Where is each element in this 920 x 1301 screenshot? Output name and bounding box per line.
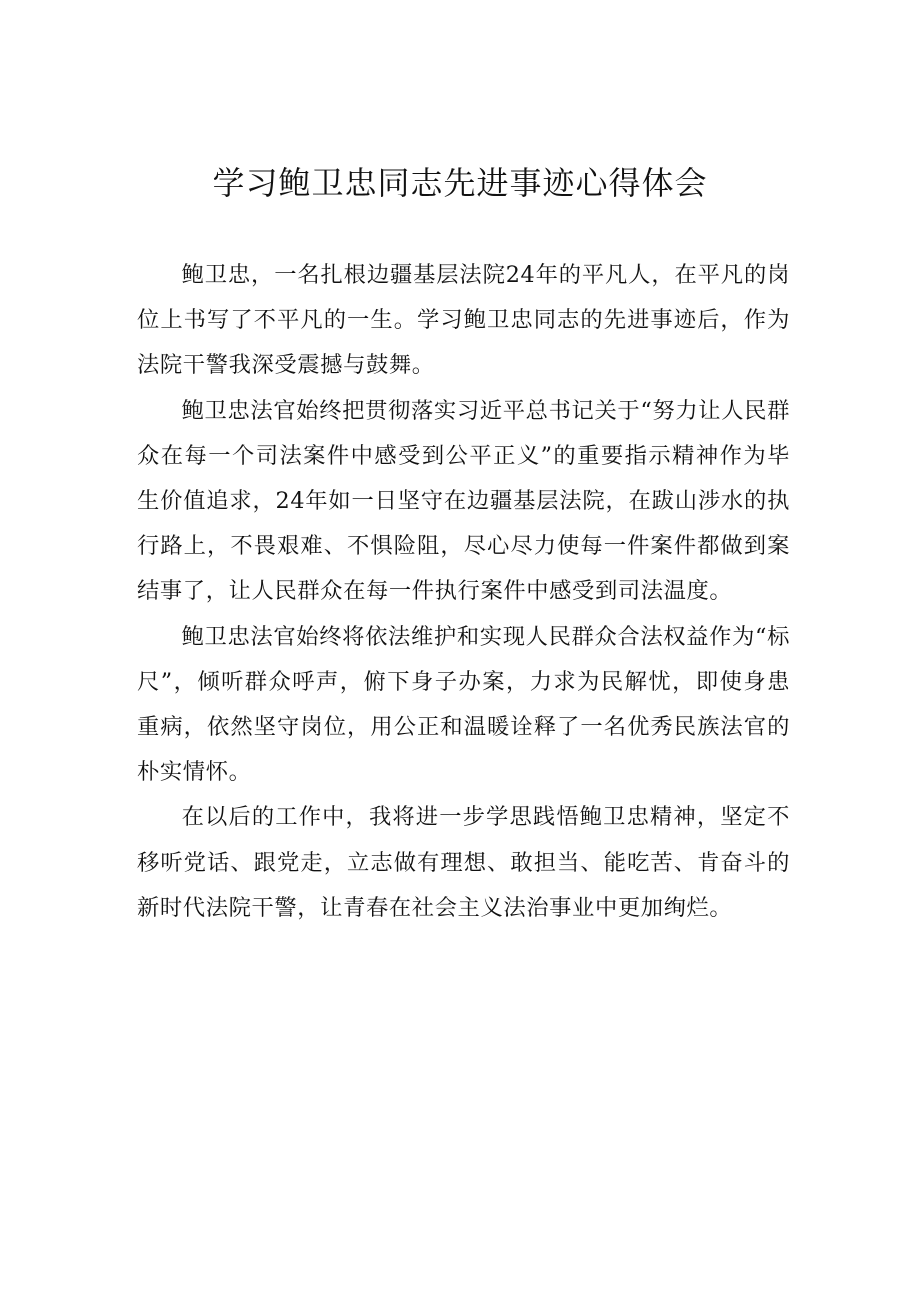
paragraph-2: 鲍卫忠法官始终把贯彻落实习近平总书记关于“努力让人民群众在每一个司法案件中感受到公平正义”的重要指示精神作为毕生价值追求，24年如一日坚守在边疆基层法院，在跋山涉水的执行路上，不畏艰难、不惧险阻，尽心尽力使每一件案件都做到案结事了，让人民群众在每一件执行案件中感受到司法温度。 — [137, 397, 790, 605]
paragraph-3: 鲍卫忠法官始终将依法维护和实现人民群众合法权益作为“标尺”，倾听群众呼声，俯下身子办案，力求为民解忧，即使身患重病，依然坚守岗位，用公正和温暖诠释了一名优秀民族法官的朴实情怀。 — [137, 623, 790, 786]
paragraph-1: 鲍卫忠，一名扎根边疆基层法院24年的平凡人，在平凡的岗位上书写了不平凡的一生。学习鲍卫忠同志的先进事迹后，作为法院干警我深受震撼与鼓舞。 — [137, 262, 790, 379]
paragraph-4: 在以后的工作中，我将进一步学思践悟鲍卫忠精神，坚定不移听党话、跟党走，立志做有理想、敢担当、能吃苦、肯奋斗的新时代法院干警，让青春在社会主义法治事业中更加绚烂。 — [137, 804, 790, 921]
document-title: 学习鲍卫忠同志先进事迹心得体会 — [212, 164, 708, 202]
document-body — [137, 253, 790, 931]
